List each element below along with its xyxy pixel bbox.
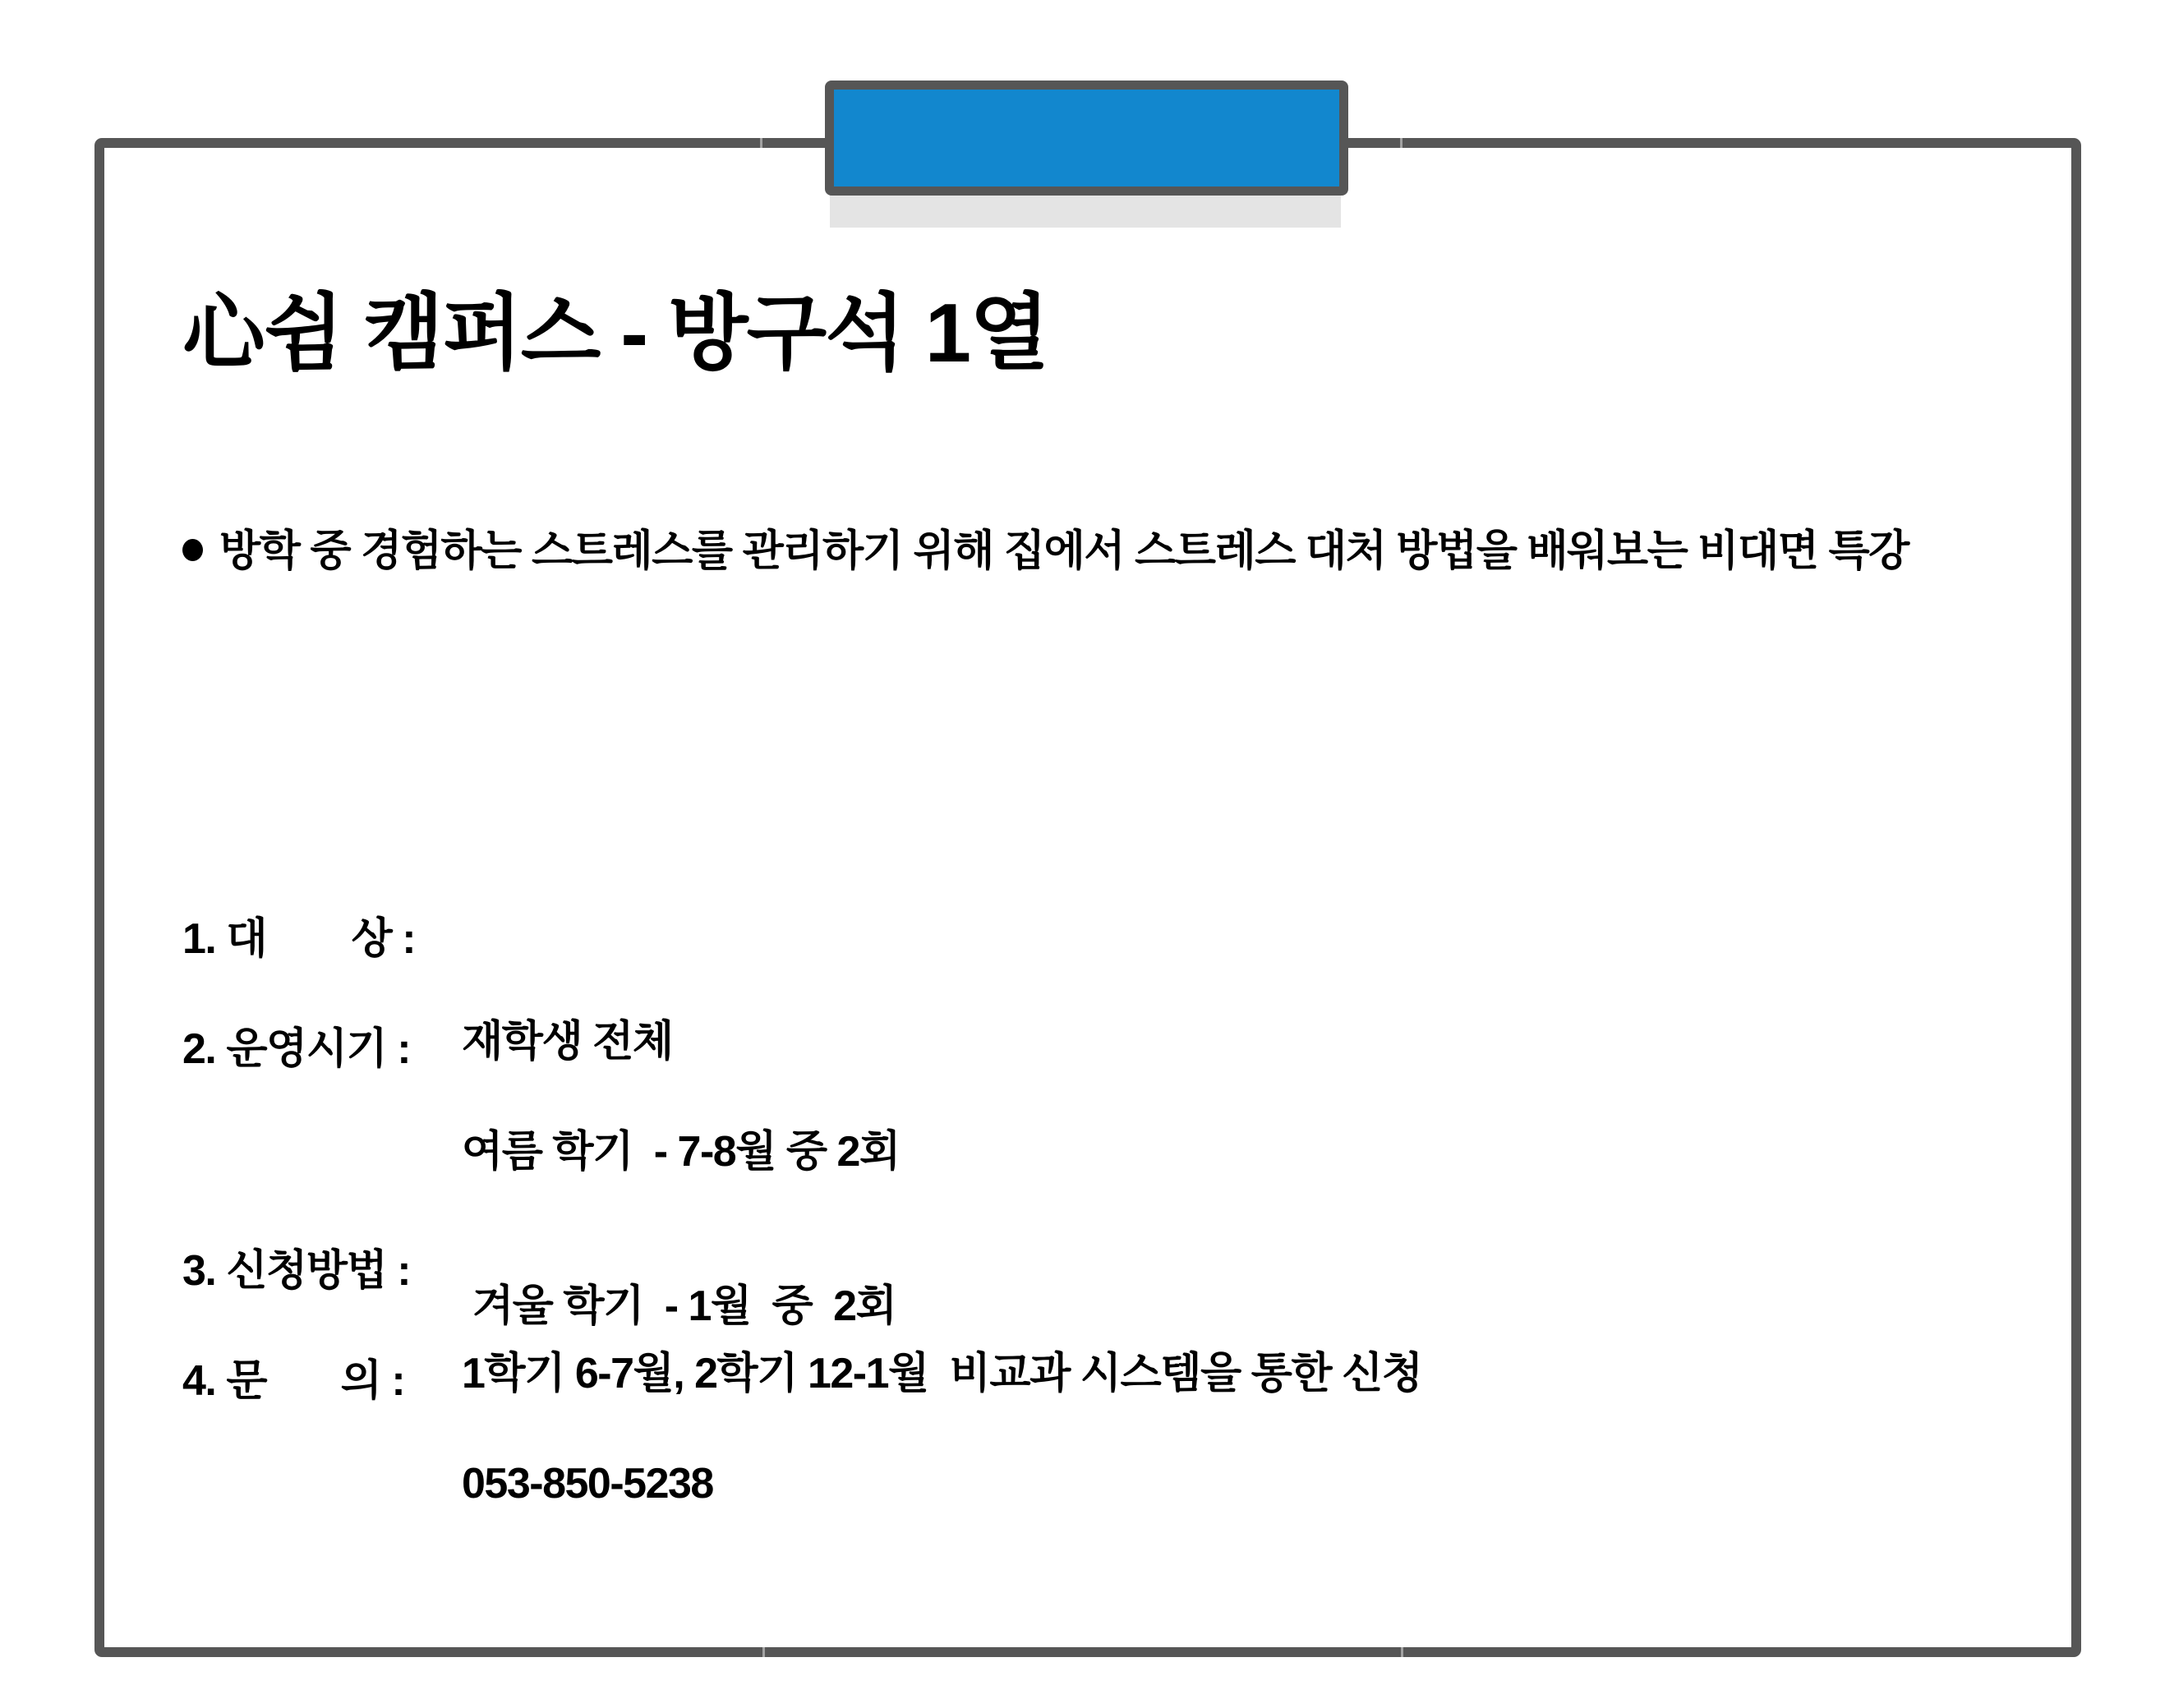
card-border-seam [1401, 1647, 1403, 1657]
item-value: 1학기 6-7월, 2학기 12-1월 비교과 시스템을 통한 신청 [462, 1350, 1422, 1397]
description-bullet [182, 526, 2047, 577]
item-label: 3. 신청방법 : [182, 1247, 411, 1295]
tab-shadow [830, 194, 1341, 228]
page-title: 心쉼 캠퍼스 - 방구석 1열 [182, 288, 1048, 380]
card-border-seam [762, 1647, 765, 1657]
card-border-seam [760, 138, 762, 148]
item-label: 4. 문 의 : [182, 1357, 405, 1405]
bullet-icon [182, 539, 203, 561]
item-value: 여름 학기 - 7-8월 중 2회 [462, 1128, 900, 1176]
item-label: 1. 대 상 : [182, 915, 416, 963]
item-row-contact [182, 1356, 2047, 1612]
bullet-text: 방학 중 경험하는 스트레스를 관리하기 위해 집에서 스트레스 대처 방법을 배워보는 비대면 특강 [219, 527, 1909, 575]
item-value: 재학생 전체 [462, 1018, 673, 1066]
item-value: 053-850-5238 [462, 1460, 713, 1508]
header-tab-block [825, 81, 1348, 196]
item-value: 겨울 학기 - 1월 중 2회 [462, 1282, 896, 1330]
item-label: 2. 운영시기 : [182, 1025, 411, 1073]
card-border-seam [1400, 138, 1403, 148]
